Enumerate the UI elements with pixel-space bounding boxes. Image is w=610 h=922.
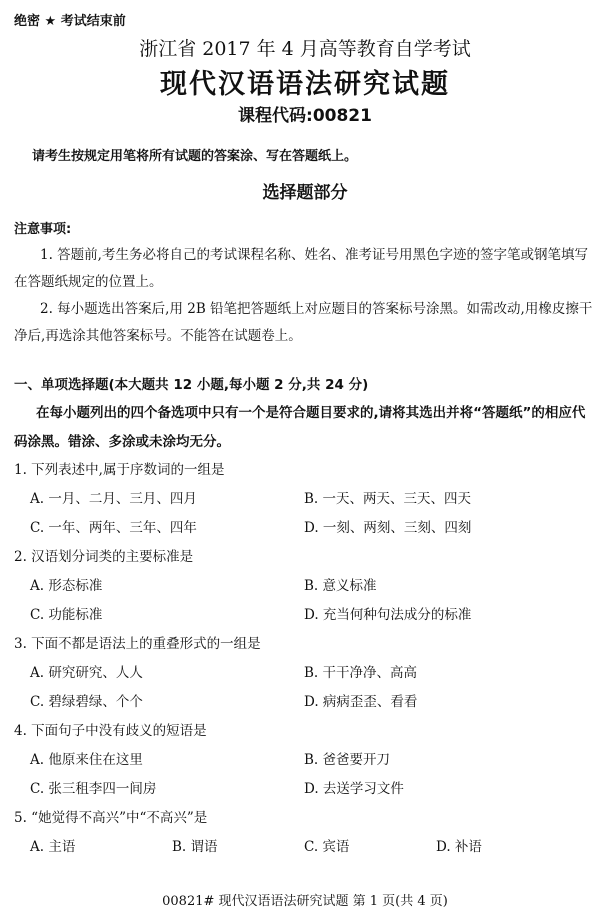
question-5-option-d: D. 补语 [436,839,482,855]
page-footer: 00821# 现代汉语语法研究试题 第 1 页(共 4 页) [162,894,448,909]
question-3-option-d: D. 病病歪歪、看看 [304,694,418,710]
course-code: 课程代码:00821 [238,106,372,126]
question-5-option-a: A. 主语 [30,839,76,855]
question-5-option-b: B. 谓语 [172,839,218,855]
question-2-option-d: D. 充当何种句法成分的标准 [304,607,472,623]
question-3-option-b: B. 干干净净、高高 [304,665,418,681]
notes-heading: 注意事项: [14,222,72,237]
question-1-option-a: A. 一月、二月、三月、四月 [30,491,197,507]
question-3-option-c: C. 碧绿碧绿、个个 [30,694,143,710]
question-4-stem: 4. 下面句子中没有歧义的短语是 [14,723,207,739]
paper-title: 现代汉语语法研究试题 [160,69,450,100]
question-2-option-c: C. 功能标准 [30,607,103,623]
exam-name: 浙江省 2017 年 4 月高等教育自学考试 [139,38,471,60]
question-2-option-a: A. 形态标准 [30,578,103,594]
question-5-option-c: C. 宾语 [304,839,350,855]
part-one-heading: 一、单项选择题(本大题共 12 小题,每小题 2 分,共 24 分) [14,377,369,393]
note-item-1: 1. 答题前,考生务必将自己的考试课程名称、姓名、准考证号用黑色字迹的签字笔或钢笔填写在答题纸规定的位置上。 [14,247,588,290]
question-3-stem: 3. 下面不都是语法上的重叠形式的一组是 [14,636,261,652]
part-one-instruction: 在每小题列出的四个备选项中只有一个是符合题目要求的,请将其选出并将“答题纸”的相应代码涂黑。错涂、多涂或未涂均无分。 [14,405,586,450]
note-item-2: 2. 每小题选出答案后,用 2B 铅笔把答题纸上对应题目的答案标号涂黑。如需改动,用橡皮擦干净后,再选涂其他答案标号。不能答在试题卷上。 [14,301,593,344]
question-2-option-b: B. 意义标准 [304,578,377,594]
question-3-option-a: A. 研究研究、人人 [30,665,143,681]
question-2-stem: 2. 汉语划分词类的主要标准是 [14,549,194,565]
question-4-option-a: A. 他原来住在这里 [30,752,143,768]
question-5-stem: 5. “她觉得不高兴”中“不高兴”是 [14,810,208,826]
question-1-stem: 1. 下列表述中,属于序数词的一组是 [14,462,225,478]
question-1-option-d: D. 一刻、两刻、三刻、四刻 [304,520,472,536]
question-4-option-d: D. 去送学习文件 [304,781,404,797]
confidential-label: 绝密 ★ 考试结束前 [14,14,126,29]
question-4-option-c: C. 张三租李四一间房 [30,781,157,797]
general-instruction: 请考生按规定用笔将所有试题的答案涂、写在答题纸上。 [32,149,358,164]
question-1-option-b: B. 一天、两天、三天、四天 [304,491,472,507]
question-1-option-c: C. 一年、两年、三年、四年 [30,520,197,536]
section-heading: 选择题部分 [262,183,348,203]
question-4-option-b: B. 爸爸要开刀 [304,752,391,768]
